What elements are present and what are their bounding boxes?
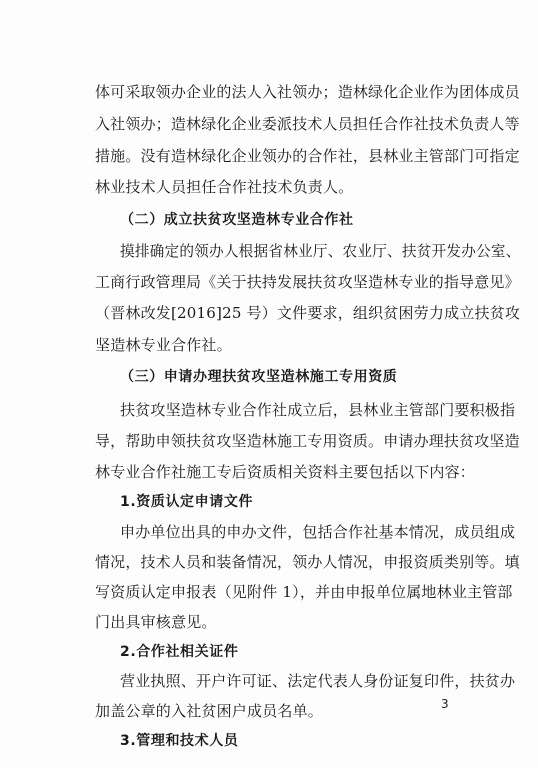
body-text-line: 扶贫攻坚造林专业合作社成立后，县林业主管部门要积极指 bbox=[120, 401, 516, 419]
section-heading-3: （三）申请办理扶贫攻坚造林施工专用资质 bbox=[120, 369, 398, 385]
subheading-3: 3.管理和技术人员 bbox=[120, 733, 239, 749]
body-text-line: 加盖公章的入社贫困户成员名单。 bbox=[95, 702, 324, 720]
body-text-line: 申办单位出具的申办文件，包括合作社基本情况，成员组成 bbox=[120, 523, 516, 541]
page-number: 3 bbox=[441, 697, 449, 711]
body-text-line: 林专业合作社施工专后资质相关资料主要包括以下内容： bbox=[95, 463, 476, 481]
body-text-line: 工商行政管理局《关于扶持发展扶贫攻坚造林专业的指导意见》 bbox=[95, 273, 520, 291]
body-text-line: 摸排确定的领办人根据省林业厅、农业厅、扶贫开发办公室、 bbox=[120, 242, 521, 260]
body-text-line: 林业技术人员担任合作社技术负责人。 bbox=[95, 178, 354, 196]
body-text-line: 门出具审核意见。 bbox=[95, 613, 217, 631]
body-text-line: 体可采取领办企业的法人入社领办；造林绿化企业作为团体成员 bbox=[95, 83, 520, 101]
body-text-line: 写资质认定申报表（见附件 1），并由申报单位属地林业主管部 bbox=[95, 583, 513, 601]
section-heading-2: （二）成立扶贫攻坚造林专业合作社 bbox=[120, 212, 354, 228]
subheading-1: 1.资质认定申请文件 bbox=[120, 494, 254, 510]
body-text-line: 入社领办；造林绿化企业委派技术人员担任合作社技术负责人等 bbox=[95, 115, 520, 133]
body-text-line: 营业执照、开户许可证、法定代表人身份证复印件，扶贫办 bbox=[120, 672, 516, 690]
body-text-line: 坚造林专业合作社。 bbox=[95, 336, 232, 354]
body-text-line: 导，帮助申领扶贫攻坚造林施工专用资质。申请办理扶贫攻坚造 bbox=[95, 432, 520, 450]
subheading-2: 2.合作社相关证件 bbox=[120, 644, 239, 660]
body-text-line: 措施。没有造林绿化企业领办的合作社，县林业主管部门可指定 bbox=[95, 147, 520, 165]
body-text-line: （晋林改发[2016]25 号）文件要求，组织贫困劳力成立扶贫攻 bbox=[95, 304, 521, 322]
body-text-line: 情况，技术人员和装备情况，领办人情况，申报资质类别等。填 bbox=[95, 553, 520, 571]
